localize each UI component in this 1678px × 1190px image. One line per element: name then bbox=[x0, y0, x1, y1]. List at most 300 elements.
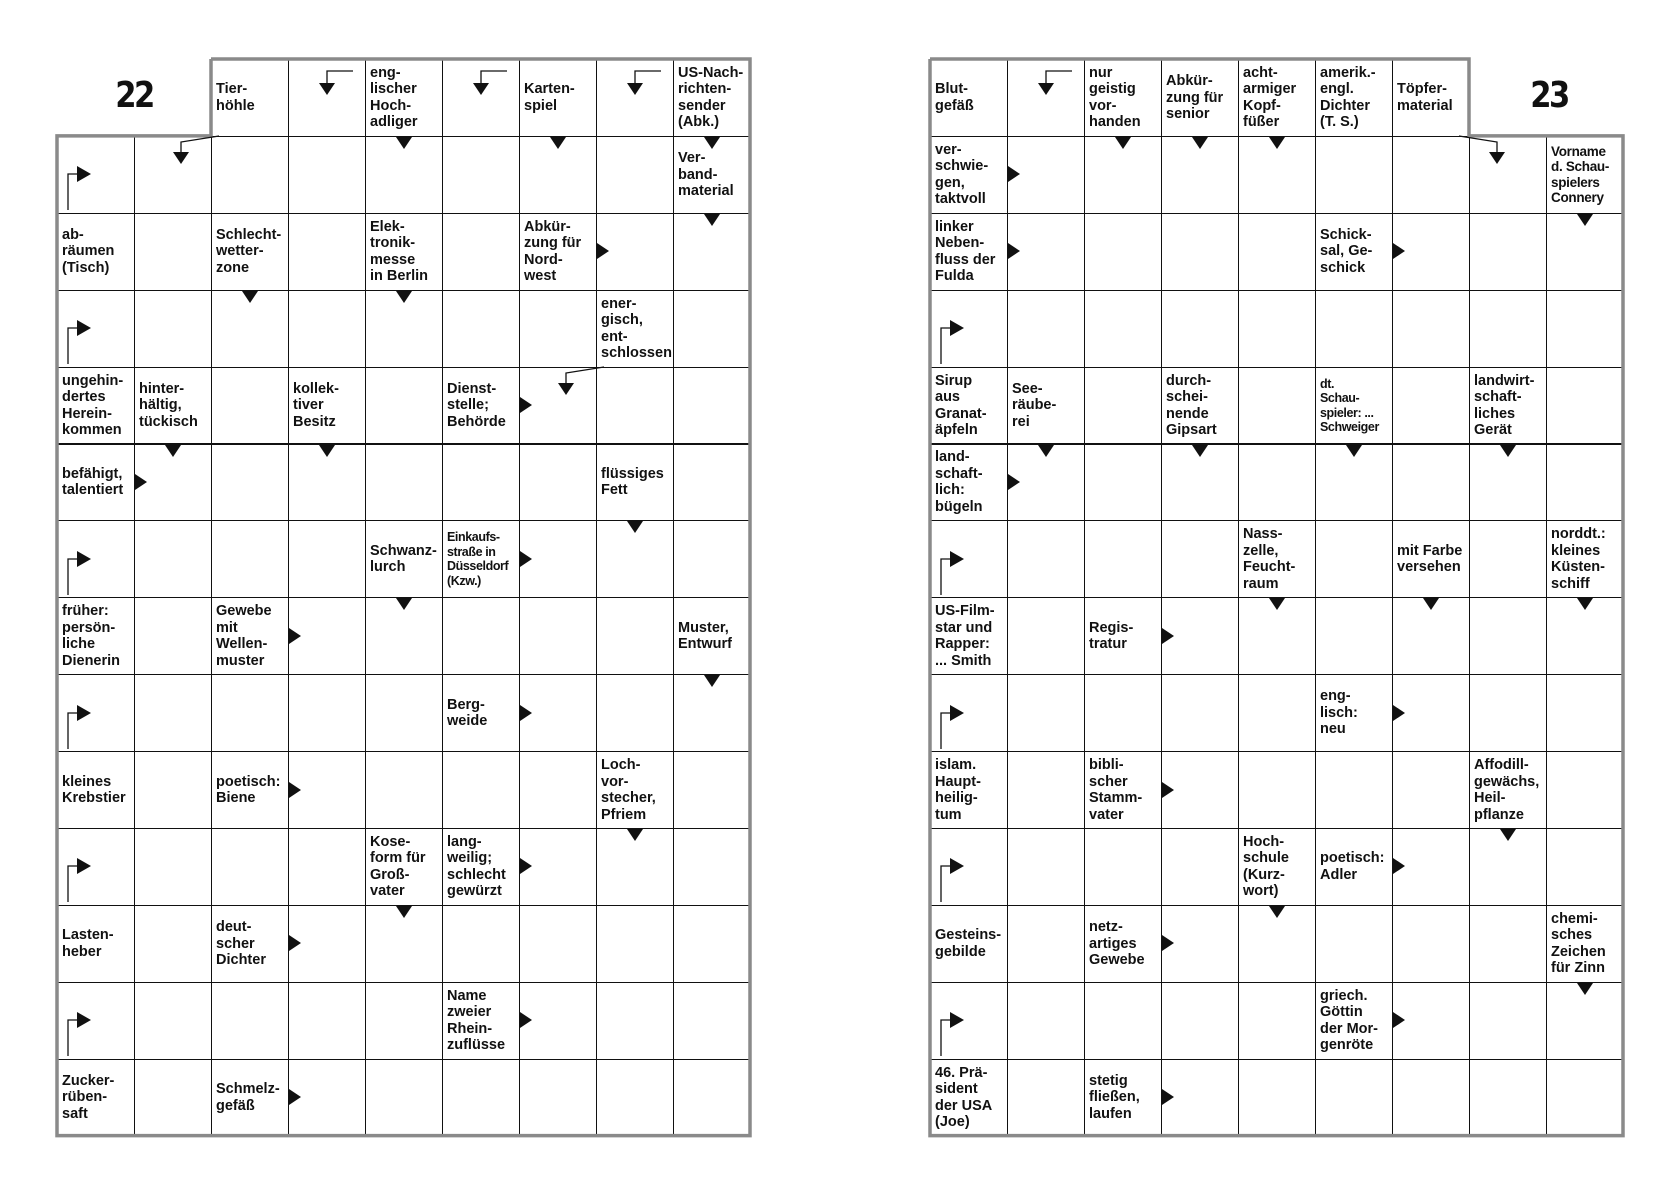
answer-cell[interactable] bbox=[1084, 136, 1162, 214]
answer-cell[interactable] bbox=[1546, 213, 1624, 291]
arrow-cell bbox=[930, 674, 1008, 752]
answer-cell[interactable] bbox=[288, 982, 366, 1060]
answer-cell[interactable] bbox=[134, 213, 212, 291]
answer-cell[interactable] bbox=[365, 751, 443, 829]
answer-cell[interactable] bbox=[1315, 136, 1393, 214]
answer-cell[interactable] bbox=[1238, 367, 1316, 445]
clue-cell bbox=[519, 213, 597, 291]
clue-cell bbox=[57, 367, 135, 445]
clue-cell bbox=[1546, 136, 1624, 214]
answer-cell[interactable] bbox=[1546, 290, 1624, 368]
clue-cell bbox=[1546, 520, 1624, 598]
clue-cell bbox=[442, 367, 520, 445]
answer-cell[interactable] bbox=[1392, 367, 1470, 445]
answer-cell[interactable] bbox=[1546, 367, 1624, 445]
clue-text: Abkür- zung für senior bbox=[1166, 73, 1224, 123]
clue-text: hinter- hältig, tückisch bbox=[139, 380, 198, 430]
clue-text: Gesteins- gebilde bbox=[935, 927, 1002, 960]
clue-cell bbox=[1084, 751, 1162, 829]
clue-text: Kose- form für Groß- vater bbox=[370, 833, 426, 900]
clue-text: griech. Göttin der Mor- genröte bbox=[1320, 987, 1378, 1054]
answer-cell[interactable] bbox=[519, 444, 597, 522]
arrow-cell bbox=[57, 828, 135, 906]
clue-text: ungehin- dertes Herein- kommen bbox=[62, 372, 124, 439]
answer-cell[interactable] bbox=[134, 520, 212, 598]
arrow-cell bbox=[930, 982, 1008, 1060]
answer-cell[interactable] bbox=[1161, 520, 1239, 598]
answer-cell[interactable] bbox=[442, 136, 520, 214]
clue-text: Name zweier Rhein- zuflüsse bbox=[447, 987, 506, 1054]
clue-text: Hoch- schule (Kurz- wort) bbox=[1243, 833, 1289, 900]
answer-cell[interactable] bbox=[1238, 982, 1316, 1060]
answer-cell[interactable] bbox=[1238, 674, 1316, 752]
answer-cell[interactable] bbox=[1084, 828, 1162, 906]
answer-cell[interactable] bbox=[596, 828, 674, 906]
answer-cell[interactable] bbox=[1007, 751, 1085, 829]
clue-cell bbox=[519, 59, 597, 137]
answer-cell[interactable] bbox=[288, 1059, 366, 1137]
answer-cell[interactable] bbox=[211, 444, 289, 522]
clue-cell bbox=[1315, 674, 1393, 752]
arrow-cell bbox=[57, 982, 135, 1060]
clue-text: Vorname d. Schau- spielers Connery bbox=[1551, 143, 1610, 206]
clue-text: Schlecht- wetter- zone bbox=[216, 226, 282, 276]
answer-cell[interactable] bbox=[365, 1059, 443, 1137]
clue-cell bbox=[1238, 828, 1316, 906]
clue-text: Muster, Entwurf bbox=[678, 619, 732, 653]
clue-cell bbox=[1315, 59, 1393, 137]
answer-cell[interactable] bbox=[519, 597, 597, 675]
answer-cell[interactable] bbox=[519, 520, 597, 598]
clue-cell bbox=[1315, 367, 1393, 445]
clue-cell bbox=[1392, 59, 1470, 137]
clue-text: Schmelz- gefäß bbox=[216, 1081, 280, 1114]
answer-cell[interactable] bbox=[1315, 751, 1393, 829]
answer-cell[interactable] bbox=[288, 290, 366, 368]
answer-cell[interactable] bbox=[1238, 290, 1316, 368]
answer-cell[interactable] bbox=[1469, 828, 1547, 906]
clue-cell bbox=[930, 905, 1008, 983]
clue-cell bbox=[1161, 59, 1239, 137]
arrow-cell bbox=[57, 136, 135, 214]
arrow-cell bbox=[596, 59, 674, 137]
answer-cell[interactable] bbox=[288, 905, 366, 983]
clue-cell bbox=[211, 1059, 289, 1137]
clue-text: Ver- band- material bbox=[678, 150, 734, 200]
arrow-cell bbox=[288, 59, 366, 137]
clue-text: landwirt- schaft- liches Gerät bbox=[1474, 372, 1535, 439]
answer-cell[interactable] bbox=[288, 751, 366, 829]
clue-cell bbox=[57, 1059, 135, 1137]
answer-cell[interactable] bbox=[1084, 674, 1162, 752]
answer-cell[interactable] bbox=[1161, 982, 1239, 1060]
clue-cell bbox=[211, 59, 289, 137]
clue-cell bbox=[1084, 905, 1162, 983]
clue-text: US-Nach- richten- sender (Abk.) bbox=[678, 64, 744, 131]
answer-cell[interactable] bbox=[442, 597, 520, 675]
clue-cell bbox=[1084, 597, 1162, 675]
clue-text: Lasten- heber bbox=[62, 927, 114, 960]
clue-cell bbox=[211, 597, 289, 675]
answer-cell[interactable] bbox=[596, 213, 674, 291]
answer-cell[interactable] bbox=[365, 982, 443, 1060]
clue-text: Affodill- gewächs, Heil- pflanze bbox=[1474, 757, 1540, 823]
answer-cell[interactable] bbox=[1469, 597, 1547, 675]
answer-cell[interactable] bbox=[1161, 136, 1239, 214]
clue-text: Schick- sal, Ge- schick bbox=[1320, 226, 1373, 276]
answer-cell[interactable] bbox=[1007, 213, 1085, 291]
answer-cell[interactable] bbox=[1469, 1059, 1547, 1137]
answer-cell[interactable] bbox=[596, 1059, 674, 1137]
clue-cell bbox=[365, 213, 443, 291]
answer-cell[interactable] bbox=[365, 136, 443, 214]
clue-text: ener- gisch, ent- schlossen bbox=[601, 295, 672, 362]
answer-cell[interactable] bbox=[673, 751, 751, 829]
answer-cell[interactable] bbox=[134, 136, 212, 214]
answer-cell[interactable] bbox=[1007, 597, 1085, 675]
clue-cell bbox=[57, 597, 135, 675]
answer-cell[interactable] bbox=[365, 367, 443, 445]
clue-text: poetisch: Biene bbox=[216, 773, 281, 807]
clue-text: islam. Haupt- heilig- tum bbox=[935, 757, 981, 823]
answer-cell[interactable] bbox=[134, 1059, 212, 1137]
clue-cell bbox=[1084, 59, 1162, 137]
answer-cell[interactable] bbox=[1007, 136, 1085, 214]
answer-cell[interactable] bbox=[1161, 290, 1239, 368]
answer-cell[interactable] bbox=[1007, 982, 1085, 1060]
answer-cell[interactable] bbox=[365, 444, 443, 522]
clue-cell bbox=[57, 905, 135, 983]
answer-cell[interactable] bbox=[1469, 213, 1547, 291]
answer-cell[interactable] bbox=[1084, 444, 1162, 522]
answer-cell[interactable] bbox=[519, 751, 597, 829]
clue-cell bbox=[442, 828, 520, 906]
clue-text: Schwanz- lurch bbox=[370, 542, 437, 576]
arrow-cell bbox=[57, 674, 135, 752]
answer-cell[interactable] bbox=[596, 674, 674, 752]
clue-text: Karten- spiel bbox=[524, 81, 575, 114]
clue-text: flüssiges Fett bbox=[601, 465, 664, 499]
answer-cell[interactable] bbox=[211, 136, 289, 214]
crossword-grid-page-23 bbox=[930, 59, 1623, 1136]
clue-text: Nass- zelle, Feucht- raum bbox=[1243, 526, 1296, 592]
arrow-cell bbox=[930, 290, 1008, 368]
clue-cell bbox=[1084, 1059, 1162, 1137]
answer-cell[interactable] bbox=[1315, 520, 1393, 598]
answer-cell[interactable] bbox=[365, 290, 443, 368]
clue-text: Elek- tronik- messe in Berlin bbox=[370, 218, 429, 285]
clue-text: poetisch: Adler bbox=[1320, 850, 1385, 883]
answer-cell[interactable] bbox=[1469, 674, 1547, 752]
clue-cell bbox=[930, 444, 1008, 522]
answer-cell[interactable] bbox=[134, 597, 212, 675]
clue-text: acht- armiger Kopf- füßer bbox=[1243, 64, 1297, 131]
clue-text: chemi- sches Zeichen für Zinn bbox=[1551, 910, 1606, 977]
answer-cell[interactable] bbox=[134, 751, 212, 829]
answer-cell[interactable] bbox=[442, 1059, 520, 1137]
answer-cell[interactable] bbox=[1392, 674, 1470, 752]
answer-cell[interactable] bbox=[1007, 290, 1085, 368]
clue-cell bbox=[1007, 367, 1085, 445]
clue-cell bbox=[1469, 751, 1547, 829]
answer-cell[interactable] bbox=[288, 520, 366, 598]
answer-cell[interactable] bbox=[1315, 1059, 1393, 1137]
clue-cell bbox=[134, 367, 212, 445]
answer-cell[interactable] bbox=[519, 828, 597, 906]
answer-cell[interactable] bbox=[288, 597, 366, 675]
answer-cell[interactable] bbox=[673, 905, 751, 983]
answer-cell[interactable] bbox=[519, 367, 597, 445]
answer-cell[interactable] bbox=[211, 367, 289, 445]
answer-cell[interactable] bbox=[442, 905, 520, 983]
answer-cell[interactable] bbox=[1238, 1059, 1316, 1137]
answer-cell[interactable] bbox=[1392, 1059, 1470, 1137]
answer-cell[interactable] bbox=[211, 520, 289, 598]
answer-cell[interactable] bbox=[1161, 828, 1239, 906]
answer-cell[interactable] bbox=[673, 367, 751, 445]
answer-cell[interactable] bbox=[1315, 444, 1393, 522]
answer-cell[interactable] bbox=[1238, 597, 1316, 675]
clue-text: Gewebe mit Wellen- muster bbox=[216, 603, 272, 669]
answer-cell[interactable] bbox=[442, 751, 520, 829]
clue-cell bbox=[1161, 367, 1239, 445]
clue-text: lang- weilig; schlecht gewürzt bbox=[447, 833, 506, 900]
answer-cell[interactable] bbox=[134, 905, 212, 983]
clue-text: 46. Prä- sident der USA (Joe) bbox=[935, 1064, 993, 1131]
answer-cell[interactable] bbox=[442, 444, 520, 522]
answer-cell[interactable] bbox=[1546, 1059, 1624, 1137]
answer-cell[interactable] bbox=[1546, 828, 1624, 906]
answer-cell[interactable] bbox=[1161, 674, 1239, 752]
answer-cell[interactable] bbox=[1161, 444, 1239, 522]
clue-cell bbox=[57, 213, 135, 291]
answer-cell[interactable] bbox=[1084, 213, 1162, 291]
answer-cell[interactable] bbox=[1161, 905, 1239, 983]
clue-cell bbox=[596, 751, 674, 829]
answer-cell[interactable] bbox=[288, 828, 366, 906]
page-number-22: 22 bbox=[115, 75, 153, 116]
answer-cell[interactable] bbox=[1315, 597, 1393, 675]
answer-cell[interactable] bbox=[1546, 982, 1624, 1060]
clue-cell bbox=[1238, 520, 1316, 598]
clue-text: linker Neben- fluss der Fulda bbox=[935, 218, 996, 285]
clue-text: Zucker- rüben- saft bbox=[62, 1072, 115, 1122]
answer-cell[interactable] bbox=[1546, 674, 1624, 752]
clue-text: ab- räumen (Tisch) bbox=[62, 226, 115, 276]
clue-text: mit Farbe versehen bbox=[1397, 542, 1463, 576]
answer-cell[interactable] bbox=[519, 290, 597, 368]
answer-cell[interactable] bbox=[1084, 520, 1162, 598]
answer-cell[interactable] bbox=[134, 982, 212, 1060]
clue-text: früher: persön- liche Dienerin bbox=[62, 603, 121, 669]
clue-text: ver- schwie- gen, taktvoll bbox=[935, 141, 989, 208]
clue-cell bbox=[365, 59, 443, 137]
arrow-cell bbox=[1007, 59, 1085, 137]
answer-cell[interactable] bbox=[673, 982, 751, 1060]
answer-cell[interactable] bbox=[1007, 1059, 1085, 1137]
arrow-cell bbox=[930, 520, 1008, 598]
answer-cell[interactable] bbox=[673, 1059, 751, 1137]
answer-cell[interactable] bbox=[1469, 136, 1547, 214]
answer-cell[interactable] bbox=[1546, 597, 1624, 675]
answer-cell[interactable] bbox=[288, 674, 366, 752]
clue-text: kleines Krebstier bbox=[62, 773, 126, 807]
answer-cell[interactable] bbox=[519, 136, 597, 214]
clue-cell bbox=[930, 213, 1008, 291]
answer-cell[interactable] bbox=[1546, 751, 1624, 829]
answer-cell[interactable] bbox=[1469, 905, 1547, 983]
answer-cell[interactable] bbox=[134, 444, 212, 522]
clue-cell bbox=[1315, 213, 1393, 291]
answer-cell[interactable] bbox=[134, 828, 212, 906]
answer-cell[interactable] bbox=[1392, 905, 1470, 983]
answer-cell[interactable] bbox=[1238, 444, 1316, 522]
answer-cell[interactable] bbox=[673, 828, 751, 906]
answer-cell[interactable] bbox=[211, 982, 289, 1060]
answer-cell[interactable] bbox=[673, 444, 751, 522]
clue-text: durch- schei- nende Gipsart bbox=[1166, 372, 1217, 439]
clue-cell bbox=[930, 751, 1008, 829]
answer-cell[interactable] bbox=[1392, 982, 1470, 1060]
answer-cell[interactable] bbox=[211, 828, 289, 906]
answer-cell[interactable] bbox=[288, 213, 366, 291]
clue-cell bbox=[1546, 905, 1624, 983]
clue-text: Töpfer- material bbox=[1397, 81, 1453, 114]
answer-cell[interactable] bbox=[1315, 290, 1393, 368]
answer-cell[interactable] bbox=[673, 520, 751, 598]
answer-cell[interactable] bbox=[596, 597, 674, 675]
clue-cell bbox=[1469, 367, 1547, 445]
answer-cell[interactable] bbox=[1238, 213, 1316, 291]
answer-cell[interactable] bbox=[1007, 828, 1085, 906]
answer-cell[interactable] bbox=[1084, 367, 1162, 445]
clue-text: befähigt, talentiert bbox=[62, 465, 124, 499]
answer-cell[interactable] bbox=[211, 674, 289, 752]
answer-cell[interactable] bbox=[673, 290, 751, 368]
clue-cell bbox=[673, 59, 751, 137]
clue-cell bbox=[365, 828, 443, 906]
answer-cell[interactable] bbox=[1007, 674, 1085, 752]
answer-cell[interactable] bbox=[1007, 905, 1085, 983]
clue-text: See- räube- rei bbox=[1012, 380, 1057, 430]
answer-cell[interactable] bbox=[1392, 290, 1470, 368]
answer-cell[interactable] bbox=[365, 905, 443, 983]
clue-text: norddt.: kleines Küsten- schiff bbox=[1551, 526, 1606, 592]
answer-cell[interactable] bbox=[1007, 444, 1085, 522]
clue-text: Einkaufs- straße in Düsseldorf (Kzw.) bbox=[447, 530, 509, 588]
clue-text: bibli- scher Stamm- vater bbox=[1089, 757, 1143, 823]
answer-cell[interactable] bbox=[134, 290, 212, 368]
answer-cell[interactable] bbox=[673, 674, 751, 752]
answer-cell[interactable] bbox=[288, 136, 366, 214]
page-number-23: 23 bbox=[1530, 75, 1568, 116]
clue-text: nur geistig vor- handen bbox=[1089, 64, 1141, 131]
answer-cell[interactable] bbox=[1546, 444, 1624, 522]
answer-cell[interactable] bbox=[1084, 290, 1162, 368]
clue-cell bbox=[930, 136, 1008, 214]
answer-cell[interactable] bbox=[1084, 982, 1162, 1060]
answer-cell[interactable] bbox=[1469, 290, 1547, 368]
clue-cell bbox=[442, 520, 520, 598]
answer-cell[interactable] bbox=[1161, 1059, 1239, 1137]
answer-cell[interactable] bbox=[1392, 828, 1470, 906]
answer-cell[interactable] bbox=[1469, 444, 1547, 522]
answer-cell[interactable] bbox=[1238, 905, 1316, 983]
clue-text: kollek- tiver Besitz bbox=[293, 380, 339, 430]
clue-cell bbox=[596, 290, 674, 368]
answer-cell[interactable] bbox=[673, 213, 751, 291]
clue-cell bbox=[442, 674, 520, 752]
answer-cell[interactable] bbox=[519, 1059, 597, 1137]
clue-cell bbox=[673, 136, 751, 214]
arrow-cell bbox=[442, 59, 520, 137]
clue-text: eng- lisch: neu bbox=[1320, 688, 1358, 738]
answer-cell[interactable] bbox=[1469, 982, 1547, 1060]
clue-text: stetig fließen, laufen bbox=[1089, 1072, 1140, 1122]
answer-cell[interactable] bbox=[519, 674, 597, 752]
clue-cell bbox=[211, 905, 289, 983]
answer-cell[interactable] bbox=[1392, 597, 1470, 675]
clue-cell bbox=[442, 982, 520, 1060]
answer-cell[interactable] bbox=[288, 444, 366, 522]
answer-cell[interactable] bbox=[1238, 751, 1316, 829]
clue-cell bbox=[211, 213, 289, 291]
clue-text: amerik.- engl. Dichter (T. S.) bbox=[1320, 64, 1376, 131]
answer-cell[interactable] bbox=[1007, 520, 1085, 598]
answer-cell[interactable] bbox=[134, 674, 212, 752]
answer-cell[interactable] bbox=[519, 905, 597, 983]
answer-cell[interactable] bbox=[211, 290, 289, 368]
clue-cell bbox=[930, 597, 1008, 675]
answer-cell[interactable] bbox=[596, 520, 674, 598]
answer-cell[interactable] bbox=[519, 982, 597, 1060]
clue-text: Tier- höhle bbox=[216, 81, 255, 114]
clue-cell bbox=[930, 1059, 1008, 1137]
answer-cell[interactable] bbox=[1161, 213, 1239, 291]
crossword-grid-page-22 bbox=[57, 59, 750, 1136]
answer-cell[interactable] bbox=[596, 136, 674, 214]
answer-cell[interactable] bbox=[365, 597, 443, 675]
answer-cell[interactable] bbox=[596, 905, 674, 983]
answer-cell[interactable] bbox=[1315, 905, 1393, 983]
clue-cell bbox=[1315, 828, 1393, 906]
answer-cell[interactable] bbox=[596, 367, 674, 445]
answer-cell[interactable] bbox=[442, 213, 520, 291]
answer-cell[interactable] bbox=[1469, 520, 1547, 598]
clue-cell bbox=[288, 367, 366, 445]
clue-cell bbox=[1392, 520, 1470, 598]
answer-cell[interactable] bbox=[1238, 136, 1316, 214]
answer-cell[interactable] bbox=[1161, 751, 1239, 829]
clue-text: Abkür- zung für Nord- west bbox=[524, 218, 582, 285]
clue-cell bbox=[211, 751, 289, 829]
clue-cell bbox=[930, 59, 1008, 137]
answer-cell[interactable] bbox=[1392, 213, 1470, 291]
answer-cell[interactable] bbox=[1392, 136, 1470, 214]
clue-text: land- schaft- lich: bügeln bbox=[935, 449, 983, 515]
clue-text: deut- scher Dichter bbox=[216, 919, 266, 969]
answer-cell[interactable] bbox=[1392, 751, 1470, 829]
answer-cell[interactable] bbox=[1392, 444, 1470, 522]
arrow-cell bbox=[57, 520, 135, 598]
answer-cell[interactable] bbox=[596, 982, 674, 1060]
answer-cell[interactable] bbox=[1161, 597, 1239, 675]
clue-cell bbox=[673, 597, 751, 675]
clue-text: Sirup aus Granat- äpfeln bbox=[935, 372, 987, 439]
answer-cell[interactable] bbox=[365, 674, 443, 752]
clue-text: Regis- tratur bbox=[1089, 619, 1134, 653]
answer-cell[interactable] bbox=[442, 290, 520, 368]
